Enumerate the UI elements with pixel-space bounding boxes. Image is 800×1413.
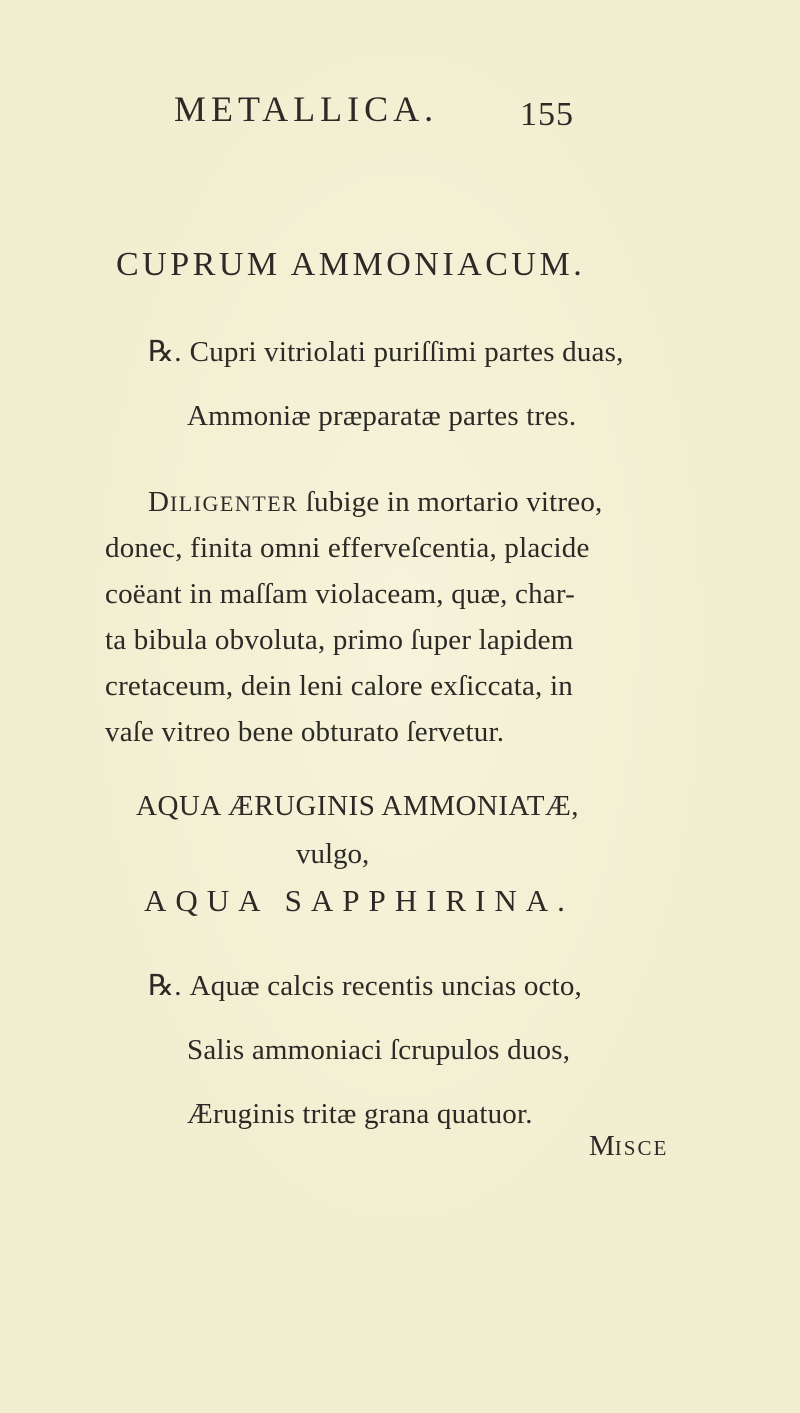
- directions-line: cretaceum, dein leni calore exſiccata, in: [105, 670, 573, 702]
- directions-line: [148, 486, 603, 519]
- section-title-sapphirina: AQUA SAPPHIRINA.: [144, 883, 574, 918]
- directions-line: donec, finita omni efferveſcentia, placide: [105, 532, 590, 564]
- ingredient-line: Æruginis tritæ grana quatuor.: [187, 1098, 533, 1130]
- directions-line: vaſe vitreo bene obturato ſervetur.: [105, 716, 505, 748]
- catchword-initial: M: [589, 1130, 615, 1162]
- ingredient-line: [148, 968, 582, 1003]
- catchword-rest: ISCE: [614, 1136, 669, 1160]
- ingredient-text: Cupri vitriolati puriſſimi partes duas,: [189, 336, 624, 368]
- section-title-aqua: AQUA ÆRUGINIS AMMONIATÆ,: [136, 790, 580, 822]
- recipe-symbol: ℞.: [148, 970, 182, 1002]
- ingredient-text: Aquæ calcis recentis uncias octo,: [189, 970, 582, 1002]
- catchword: [589, 1130, 668, 1163]
- smallcaps-word: ILIGENTER: [169, 491, 299, 516]
- ingredient-line: Salis ammoniaci ſcrupulos duos,: [187, 1034, 571, 1066]
- directions-line: coëant in maſſam violaceam, quæ, char-: [105, 578, 576, 610]
- directions-text: ſubige in mortario vitreo,: [298, 486, 603, 518]
- ingredient-line: [148, 334, 624, 369]
- drop-initial: D: [148, 486, 170, 518]
- ingredient-line: Ammoniæ præparatæ partes tres.: [187, 400, 577, 432]
- section-subtitle-vulgo: vulgo,: [296, 838, 370, 870]
- recipe-symbol: ℞.: [148, 336, 182, 368]
- section-title-cuprum: CUPRUM AMMONIACUM.: [116, 246, 586, 283]
- running-title: METALLICA.: [174, 89, 439, 129]
- directions-line: ta bibula obvoluta, primo ſuper lapidem: [105, 624, 574, 656]
- page-number: 155: [520, 96, 574, 133]
